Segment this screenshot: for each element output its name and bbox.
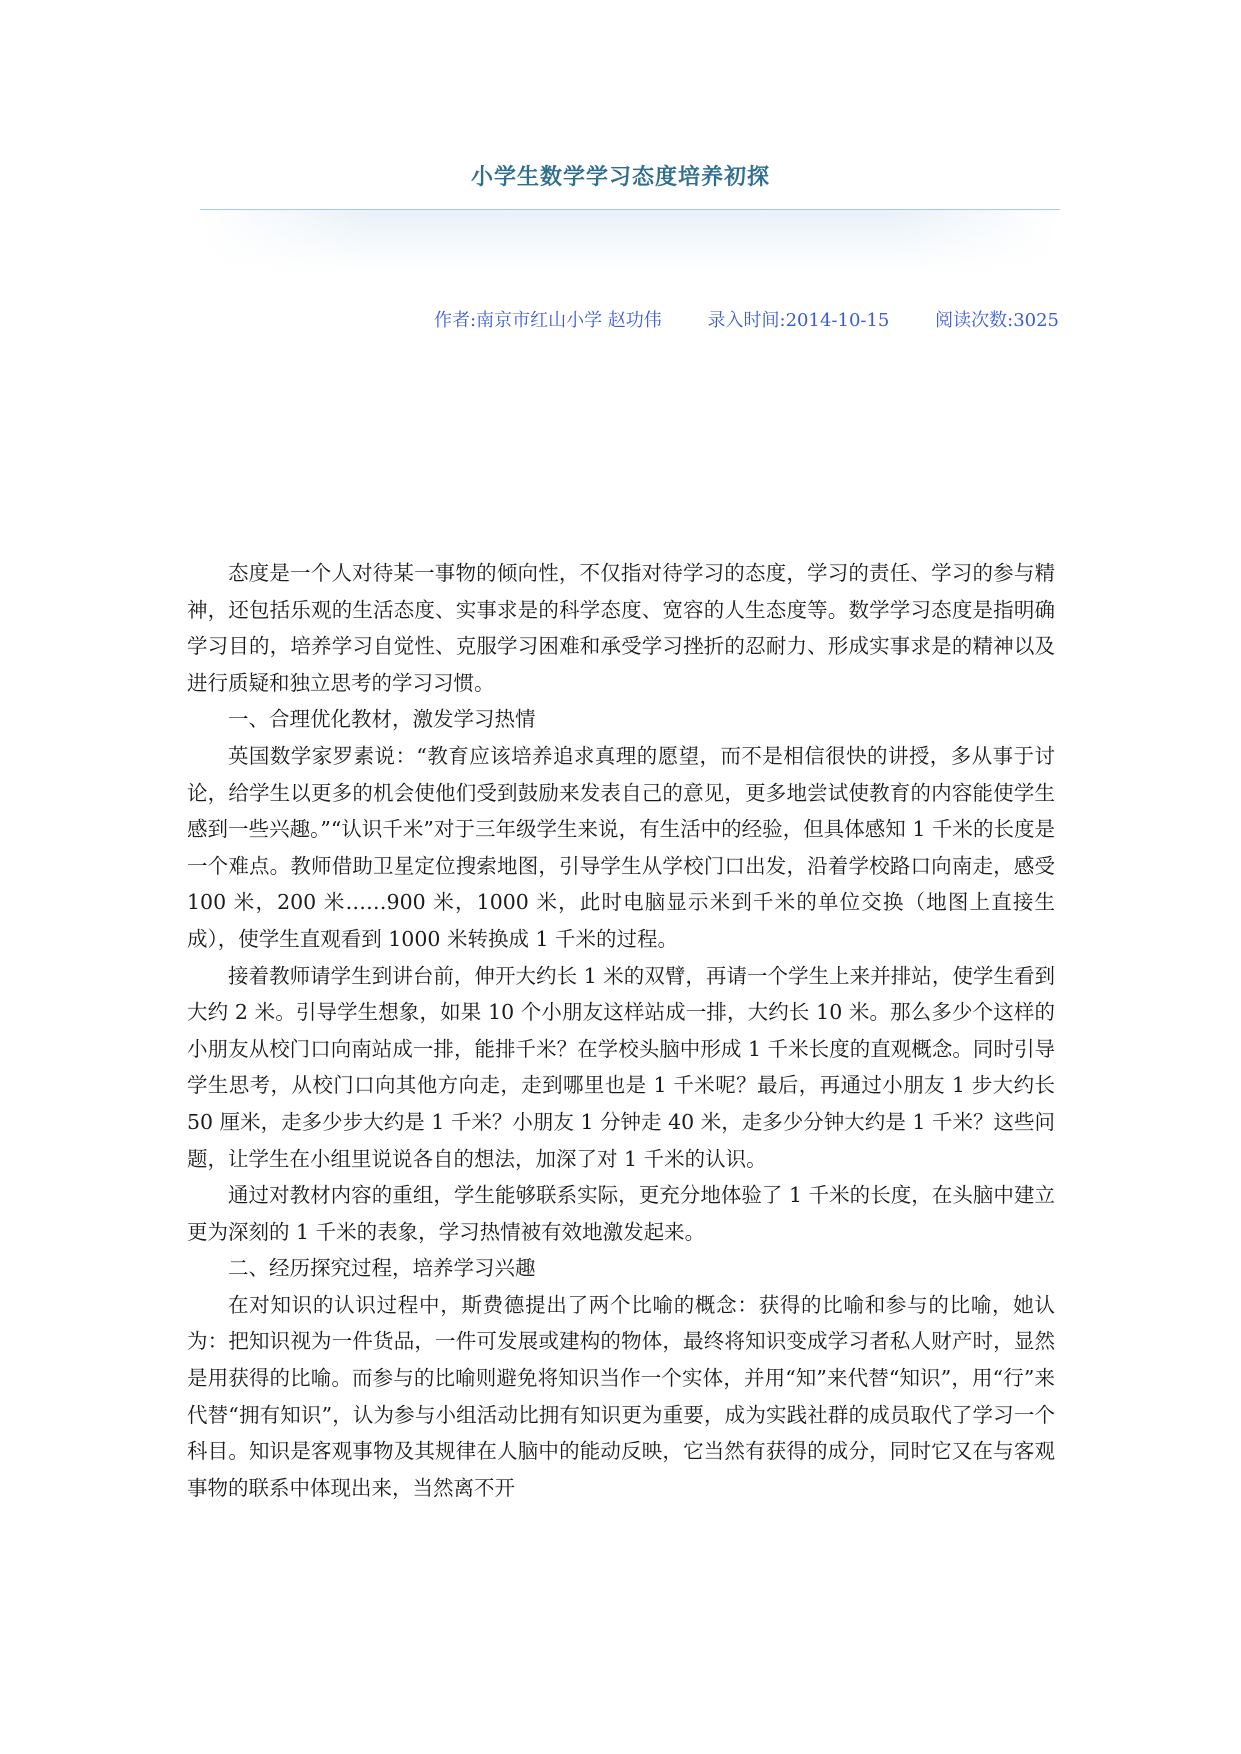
title-divider-band bbox=[200, 209, 1060, 272]
author-label: 作者:南京市红山小学 赵功伟 bbox=[434, 310, 662, 331]
paragraph: 接着教师请学生到讲台前，伸开大约长 1 米的双臂，再请一个学生上来并排站，使学生看到大约 2 米。引导学生想象，如果 10 个小朋友这样站成一排，大约长 10 米。那么多少个这样的小朋友从校门口向南站成一排，能排千米？在学校头脑中形成 1 千米长度的直观概念。同时引导学生思考，从校门口向其他方向走，走到哪里也是 1 千米呢？最后，再通过小朋友 1 步大约长 50 厘米，走多少步大约是 1 千米？小朋友 1 分钟走 40 米，走多少分钟大约是 1 千米？这些问题，让学生在小组里说说各自的想法，加深了对 1 千米的认识。 bbox=[187, 963, 1055, 1171]
section-heading-2: 二、经历探究过程，培养学习兴趣 bbox=[228, 1256, 536, 1281]
section-heading-1: 一、合理优化教材，激发学习热情 bbox=[228, 707, 536, 732]
article-meta bbox=[434, 306, 1059, 332]
article-body bbox=[187, 555, 1055, 1506]
page-title: 小学生数学学习态度培养初探 bbox=[470, 164, 770, 190]
paragraph: 通过对教材内容的重组，学生能够联系实际，更充分地体验了 1 千米的长度，在头脑中建立更为深刻的 1 千米的表象，学习热情被有效地激发起来。 bbox=[187, 1183, 1055, 1244]
paragraph-intro: 态度是一个人对待某一事物的倾向性，不仅指对待学习的态度，学习的责任、学习的参与精神，还包括乐观的生活态度、实事求是的科学态度、宽容的人生态度等。数学学习态度是指明确学习目的，培养学习自觉性、克服学习困难和承受学习挫折的忍耐力、形成实事求是的精神以及进行质疑和独立思考的学习习惯。 bbox=[187, 561, 1055, 695]
date-label: 录入时间:2014-10-15 bbox=[707, 310, 890, 331]
views-label: 阅读次数:3025 bbox=[935, 310, 1059, 331]
paragraph: 英国数学家罗素说：“教育应该培养追求真理的愿望，而不是相信很快的讲授，多从事于讨论，给学生以更多的机会使他们受到鼓励来发表自己的意见，更多地尝试使教育的内容能使学生感到一些兴趣。”“认识千米”对于三年级学生来说，有生活中的经验，但具体感知 1 千米的长度是一个难点。教师借助卫星定位搜索地图，引导学生从学校门口出发，沿着学校路口向南走，感受 100 米，200 米……900 米，1000 米，此时电脑显示米到千米的单位交换（地图上直接生成），使学生直观看到 1000 米转换成 1 千米的过程。 bbox=[187, 743, 1055, 951]
paragraph: 在对知识的认识过程中，斯费德提出了两个比喻的概念：获得的比喻和参与的比喻，她认为：把知识视为一件货品，一件可发展或建构的物体，最终将知识变成学习者私人财产时，显然是用获得的比喻。而参与的比喻则避免将知识当作一个实体，并用“知”来代替“知识”，用“行”来代替“拥有知识”，认为参与小组活动比拥有知识更为重要，成为实践社群的成员取代了学习一个科目。知识是客观事物及其规律在人脑中的能动反映，它当然有获得的成分，同时它又在与客观事物的联系中体现出来，当然离不开 bbox=[187, 1292, 1055, 1500]
